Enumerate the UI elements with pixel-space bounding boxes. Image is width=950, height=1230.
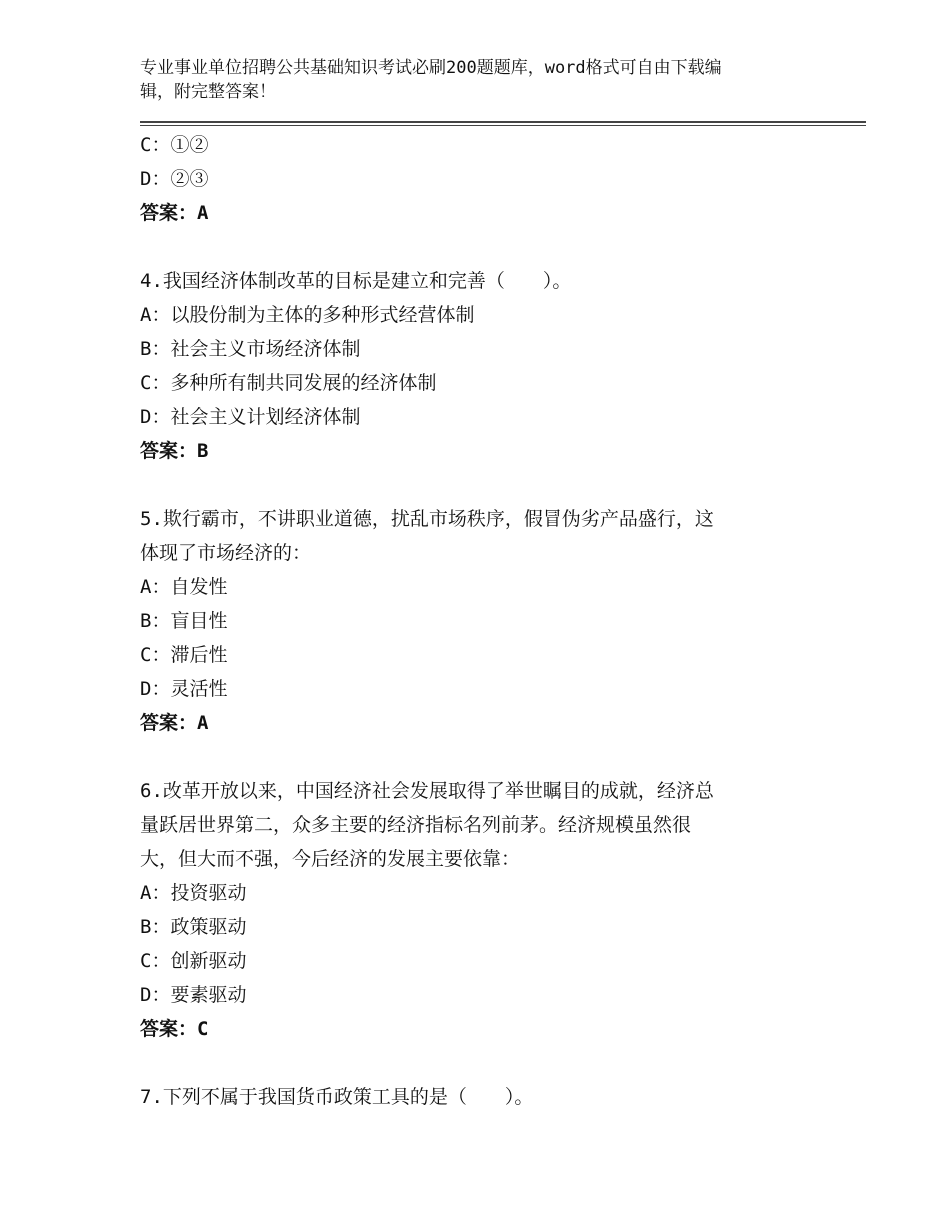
question-stem: 5.欺行霸市，不讲职业道德，扰乱市场秩序，假冒伪劣产品盛行，这: [140, 508, 714, 530]
option-c: C：①②: [140, 134, 209, 156]
option-d: D：社会主义计划经济体制: [140, 406, 361, 428]
document-header: [140, 56, 790, 104]
question-stem: 4.我国经济体制改革的目标是建立和完善（ ）。: [140, 270, 572, 292]
answer-label: 答案：A: [140, 712, 209, 734]
option-c: C：创新驱动: [140, 950, 247, 972]
question-7: [140, 1080, 800, 1114]
option-a: A：投资驱动: [140, 882, 247, 904]
spacer: [140, 230, 800, 264]
option-b: B：政策驱动: [140, 916, 247, 938]
header-divider-thin: [140, 125, 866, 126]
question-stem: 6.改革开放以来，中国经济社会发展取得了举世瞩目的成就，经济总: [140, 780, 714, 802]
question-4: [140, 264, 800, 468]
spacer: [140, 468, 800, 502]
option-c: C：多种所有制共同发展的经济体制: [140, 372, 437, 394]
answer-label: 答案：C: [140, 1018, 209, 1040]
option-d: D：要素驱动: [140, 984, 247, 1006]
spacer: [140, 740, 800, 774]
header-divider-thick: [140, 121, 866, 123]
option-d: D：灵活性: [140, 678, 228, 700]
question-6: [140, 774, 800, 1046]
option-c: C：滞后性: [140, 644, 228, 666]
question-stem-continued: 量跃居世界第二，众多主要的经济指标名列前茅。经济规模虽然很: [140, 814, 692, 836]
question-5: [140, 502, 800, 740]
option-b: B：盲目性: [140, 610, 228, 632]
option-d: D：②③: [140, 168, 209, 190]
question-stem-continued: 大，但大而不强，今后经济的发展主要依靠：: [140, 848, 521, 870]
question-3-tail: [140, 128, 800, 230]
question-list: [140, 128, 800, 1114]
option-b: B：社会主义市场经济体制: [140, 338, 361, 360]
option-a: A：以股份制为主体的多种形式经营体制: [140, 304, 475, 326]
question-stem-continued: 体现了市场经济的：: [140, 542, 312, 564]
spacer: [140, 1046, 800, 1080]
header-line-1: 专业事业单位招聘公共基础知识考试必刷200题题库，word格式可自由下载编: [140, 58, 722, 78]
answer-label: 答案：B: [140, 440, 209, 462]
header-line-2: 辑，附完整答案！: [140, 82, 276, 102]
question-stem: 7.下列不属于我国货币政策工具的是（ ）。: [140, 1086, 534, 1108]
option-a: A：自发性: [140, 576, 228, 598]
answer-label: 答案：A: [140, 202, 209, 224]
